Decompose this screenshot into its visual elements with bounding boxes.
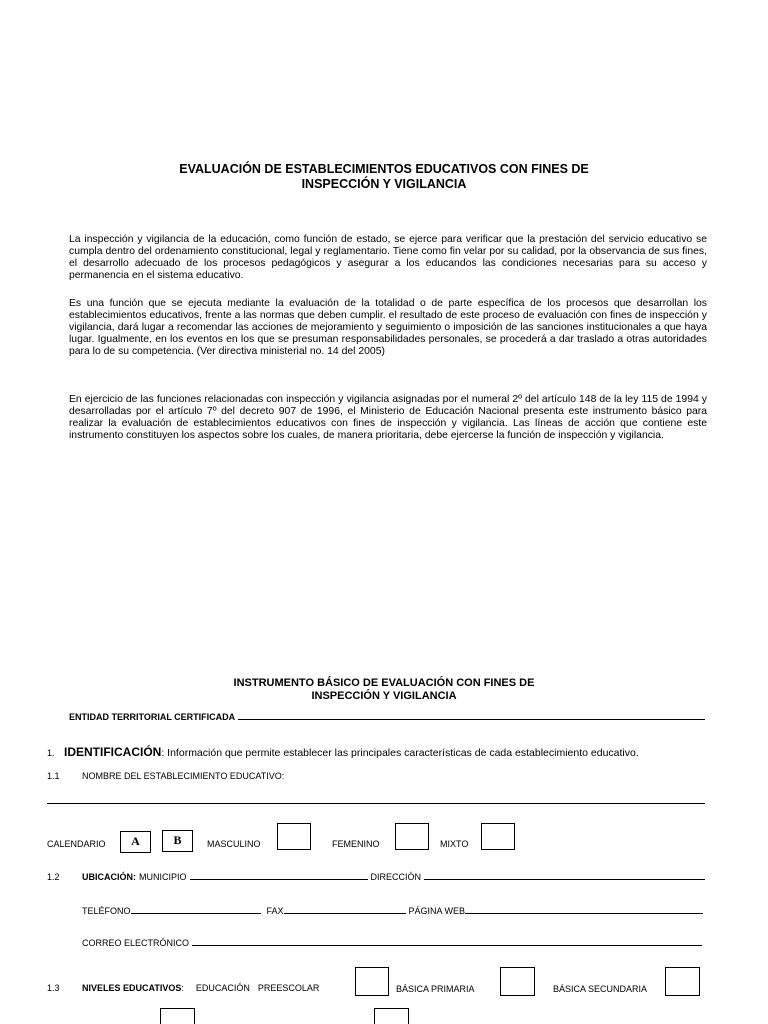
preescolar-label: PREESCOLAR <box>257 983 320 993</box>
document-title <box>0 162 768 192</box>
basica-secundaria-checkbox[interactable] <box>665 967 700 996</box>
item-1-2-number: 1.2 <box>47 872 60 882</box>
calendario-a-box[interactable]: A <box>120 831 151 853</box>
municipio-label: MUNICIPIO <box>139 872 187 882</box>
section-1-heading-row <box>47 745 639 759</box>
municipio-field[interactable] <box>190 879 368 880</box>
item-1-1-number: 1.1 <box>47 771 60 781</box>
nivel-checkbox-lower-1[interactable] <box>160 1008 195 1024</box>
item-1-1-row <box>47 771 284 781</box>
correo-field[interactable] <box>192 945 702 946</box>
fax-label: FAX <box>266 906 284 916</box>
ubicacion-row <box>47 872 705 882</box>
preescolar-checkbox[interactable] <box>355 967 389 996</box>
mixto-label: MIXTO <box>440 839 469 849</box>
femenino-checkbox[interactable] <box>395 823 429 850</box>
intro-paragraph-1: La inspección y vigilancia de la educación, como función de estado, se ejerce para verificar que la prestación del servicio educativo se cumpla dentro del ordenamiento constitucional, legal y reglamentario. Tiene como fin velar por su calidad, por la observancia de sus fines, el desarrollo adecuado de los procesos pedagógicos y asegurar a los educandos las condiciones necesarias para su acceso y permanencia en el sistema educativo. <box>69 234 707 281</box>
section-1-number: 1. <box>47 748 55 758</box>
telefono-field[interactable] <box>131 913 261 914</box>
section-1-heading: IDENTIFICACIÓN <box>64 745 162 759</box>
form-title-line-1: INSTRUMENTO BÁSICO DE EVALUACIÓN CON FINES DE <box>233 677 535 689</box>
contacto-row <box>82 906 703 916</box>
form-title <box>0 677 768 703</box>
masculino-label: MASCULINO <box>207 839 261 849</box>
calendario-b-box[interactable]: B <box>162 830 193 852</box>
intro-paragraph-2: Es una función que se ejecuta mediante la evaluación de la totalidad o de parte específica de los procesos que desarrollan los establecimientos educativos, frente a las normas que deben cumplir. el resultado de este proceso de evaluación con fines de inspección y vigilancia, dará lugar a recomendar las acciones de mejoramiento y seguimiento o imposición de las sanciones institucionales a que haya lugar. Igualmente, en los eventos en los que se presuman responsabilidades personales, se procederá a dar traslado a otras autoridades para lo de su competencia. (Ver directiva ministerial no. 14 del 2005) <box>69 298 707 357</box>
pagina-web-field[interactable] <box>465 913 703 914</box>
section-1-description: : Información que permite establecer las principales características de cada establecimiento educativo. <box>161 747 639 759</box>
nombre-field[interactable] <box>47 803 705 804</box>
nivel-checkbox-lower-2[interactable] <box>374 1008 409 1024</box>
telefono-label: TELÉFONO <box>82 906 131 916</box>
intro-paragraph-3: En ejercicio de las funciones relacionadas con inspección y vigilancia asignadas por el numeral 2º del artículo 148 de la ley 115 de 1994 y desarrolladas por el artículo 7º del decreto 907 de 1996, el Ministerio de Educación Nacional presenta este instrumento básico para realizar la evaluación de establecimientos educativos con fines de inspección y vigilancia. Las líneas de acción que contiene este instrumento constituyen los aspectos sobre los cuales, de manera prioritaria, debe ejercerse la función de inspección y vigilancia. <box>69 394 707 441</box>
pagina-web-label: PÁGINA WEB <box>408 906 466 916</box>
fax-field[interactable] <box>284 913 406 914</box>
direccion-label: DIRECCIÓN <box>370 872 422 882</box>
mixto-checkbox[interactable] <box>481 823 515 850</box>
niveles-colon: : <box>181 983 184 993</box>
basica-primaria-checkbox[interactable] <box>500 967 535 996</box>
document-title-line-1: EVALUACIÓN DE ESTABLECIMIENTOS EDUCATIVOS CON FINES DE <box>179 162 589 176</box>
entidad-label: ENTIDAD TERRITORIAL CERTIFICADA <box>69 712 236 722</box>
masculino-checkbox[interactable] <box>277 823 311 850</box>
femenino-label: FEMENINO <box>332 839 380 849</box>
correo-row <box>82 938 702 948</box>
entidad-field[interactable] <box>238 719 705 720</box>
basica-primaria-label: BÁSICA PRIMARIA <box>396 984 475 994</box>
niveles-row <box>47 983 319 993</box>
form-title-line-2: INSPECCIÓN Y VIGILANCIA <box>311 690 457 702</box>
ubicacion-heading: UBICACIÓN: <box>82 872 136 882</box>
niveles-heading: NIVELES EDUCATIVOS <box>82 983 182 993</box>
document-title-line-2: INSPECCIÓN Y VIGILANCIA <box>301 177 467 191</box>
entidad-row <box>69 712 705 722</box>
direccion-field[interactable] <box>424 879 705 880</box>
item-1-3-number: 1.3 <box>47 983 60 993</box>
correo-label: CORREO ELECTRÓNICO <box>82 938 190 948</box>
calendario-label: CALENDARIO <box>47 839 106 849</box>
basica-secundaria-label: BÁSICA SECUNDARIA <box>553 984 648 994</box>
educacion-label: EDUCACIÓN <box>195 983 250 993</box>
item-1-1-label: NOMBRE DEL ESTABLECIMIENTO EDUCATIVO: <box>82 771 285 781</box>
